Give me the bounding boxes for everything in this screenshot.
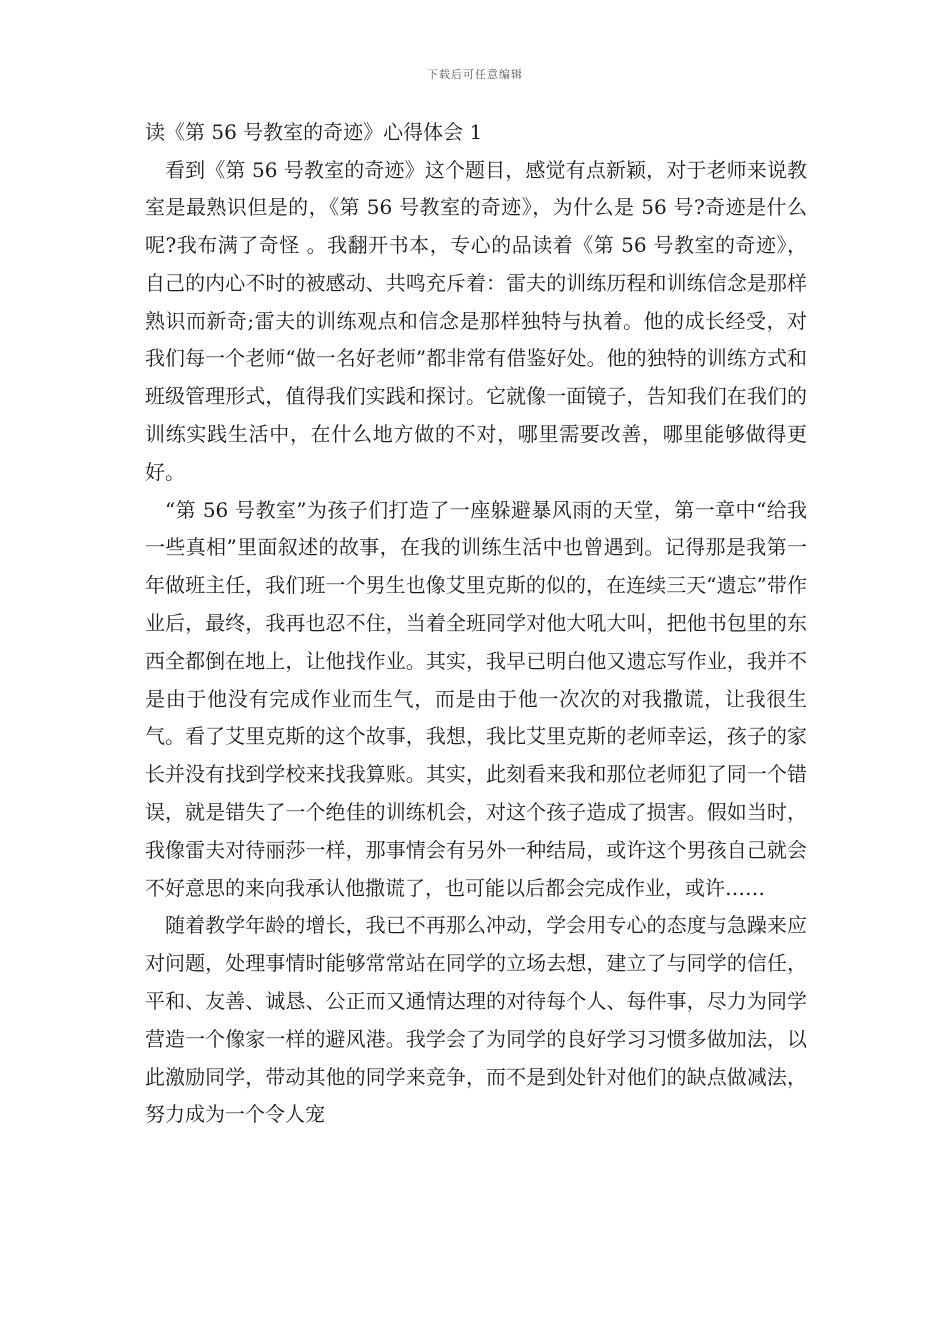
- page-header-note: 下载后可任意编辑: [427, 68, 523, 81]
- paragraph-1: 看到《第 56 号教室的奇迹》这个题目，感觉有点新颖，对于老师来说教室是最熟识但是的，《第 56 号教室的奇迹》，为什么是 56 号?奇迹是什么呢?我布满了奇怪 。我翻开书本，专心的品读着《第 56 号教室的奇迹》，自己的内心不时的被感动、共鸣充斥着：雷夫的训练历程和训练信念是那样熟识而新奇;雷夫的训练观点和信念是那样独特与执着。他的成长经受，对我们每一个老师“做一名好老师”都非常有借鉴好处。他的独特的训练方式和班级管理形式，值得我们实践和探讨。它就像一面镜子，告知我们在我们的训练实践生活中，在什么地方做的不对，哪里需要改善，哪里能够做得更好。: [145, 157, 807, 484]
- paragraph-3: 随着教学年龄的增长，我已不再那么冲动，学会用专心的态度与急躁来应对问题，处理事情时能够常常站在同学的立场去想，建立了与同学的信任，平和、友善、诚恳、公正而又通情达理的对待每个人、每件事，尽力为同学营造一个像家一样的避风港。我学会了为同学的良好学习习惯多做加法，以此激励同学，带动其他的同学来竞争，而不是到处针对他们的缺点做减法，努力成为一个令人宠: [145, 913, 807, 1127]
- document-body: [145, 114, 807, 1134]
- document-title: 读《第 56 号教室的奇迹》心得体会 1: [145, 120, 483, 144]
- paragraph-2: “第 56 号教室”为孩子们打造了一座躲避暴风雨的天堂，第一章中“给我一些真相”里面叙述的故事，在我的训练生活中也曾遇到。记得那是我第一年做班主任，我们班一个男生也像艾里克斯的似的，在连续三天“遗忘”带作业后，最终，我再也忍不住，当着全班同学对他大吼大叫，把他书包里的东西全都倒在地上，让他找作业。其实，我早已明白他又遗忘写作业，我并不是由于他没有完成作业而生气，而是由于他一次次的对我撒谎，让我很生气。看了艾里克斯的这个故事，我想，我比艾里克斯的老师幸运，孩子的家长并没有找到学校来找我算账。其实，此刻看来我和那位老师犯了同一个错误，就是错失了一个绝佳的训练机会，对这个孩子造成了损害。假如当时，我像雷夫对待丽莎一样，那事情会有另外一种结局，或许这个男孩自己就会不好意思的来向我承认他撒谎了，也可能以后都会完成作业，或许……: [145, 497, 807, 900]
